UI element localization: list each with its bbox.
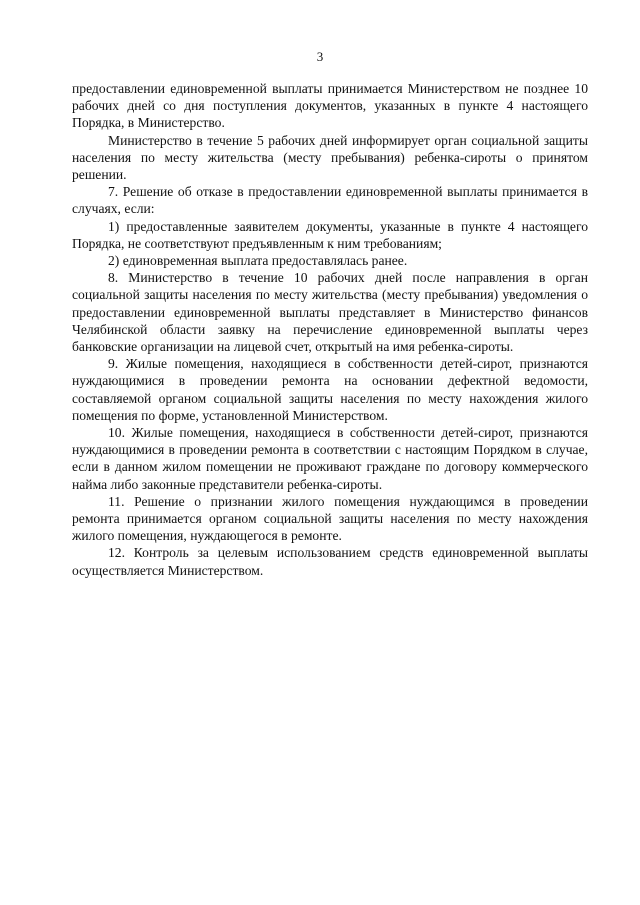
page-number: 3 <box>316 49 324 64</box>
paragraph-7: 7. Решение об отказе в предоставлении единовременной выплаты принимается в случаях, если: <box>72 184 588 217</box>
paragraph-7-item-2: 2) единовременная выплата предоставлялась ранее. <box>108 253 408 269</box>
paragraph-continuation: предоставлении единовременной выплаты принимается Министерством не позднее 10 рабочих дней со дня поступления документов, указанных в пункте 4 настоящего Порядка, в Министерство. <box>72 81 588 131</box>
paragraph-7-item-1: 1) предоставленные заявителем документы, указанные в пункте 4 настоящего Порядка, не соответствуют предъявленным к ним требованиям; <box>72 218 588 251</box>
document-body <box>72 80 588 579</box>
paragraph-inform: Министерство в течение 5 рабочих дней информирует орган социальной защиты населения по месту жительства (месту пребывания) ребенка-сироты о принятом решении. <box>72 132 588 183</box>
paragraph-12: 12. Контроль за целевым использованием средств единовременной выплаты осуществляется Министерством. <box>72 545 588 578</box>
paragraph-8: 8. Министерство в течение 10 рабочих дней после направления в орган социальной защиты населения по месту жительства (месту пребывания) уведомления о предоставлении единовременной выплаты представляет в Министерство финансов Челябинской области заявку на перечисление единовременной выплаты через банковские организации на лицевой счет, открытый на имя ребенка-сироты. <box>72 270 588 355</box>
paragraph-11: 11. Решение о признании жилого помещения нуждающимся в проведении ремонта принимается органом социальной защиты населения по месту нахождения жилого помещения, нуждающегося в ремонте. <box>72 493 588 544</box>
paragraph-9: 9. Жилые помещения, находящиеся в собственности детей-сирот, признаются нуждающимися в проведении ремонта на основании дефектной ведомости, составляемой органом социальной защиты населения по месту нахождения жилого помещения по форме, установленной Министерством. <box>72 356 588 423</box>
paragraph-10: 10. Жилые помещения, находящиеся в собственности детей-сирот, признаются нуждающимися в проведении ремонта в соответствии с настоящим Порядком в случае, если в данном жилом помещении не проживают граждане по договору коммерческого найма либо законные представители ребенка-сироты. <box>72 425 588 492</box>
